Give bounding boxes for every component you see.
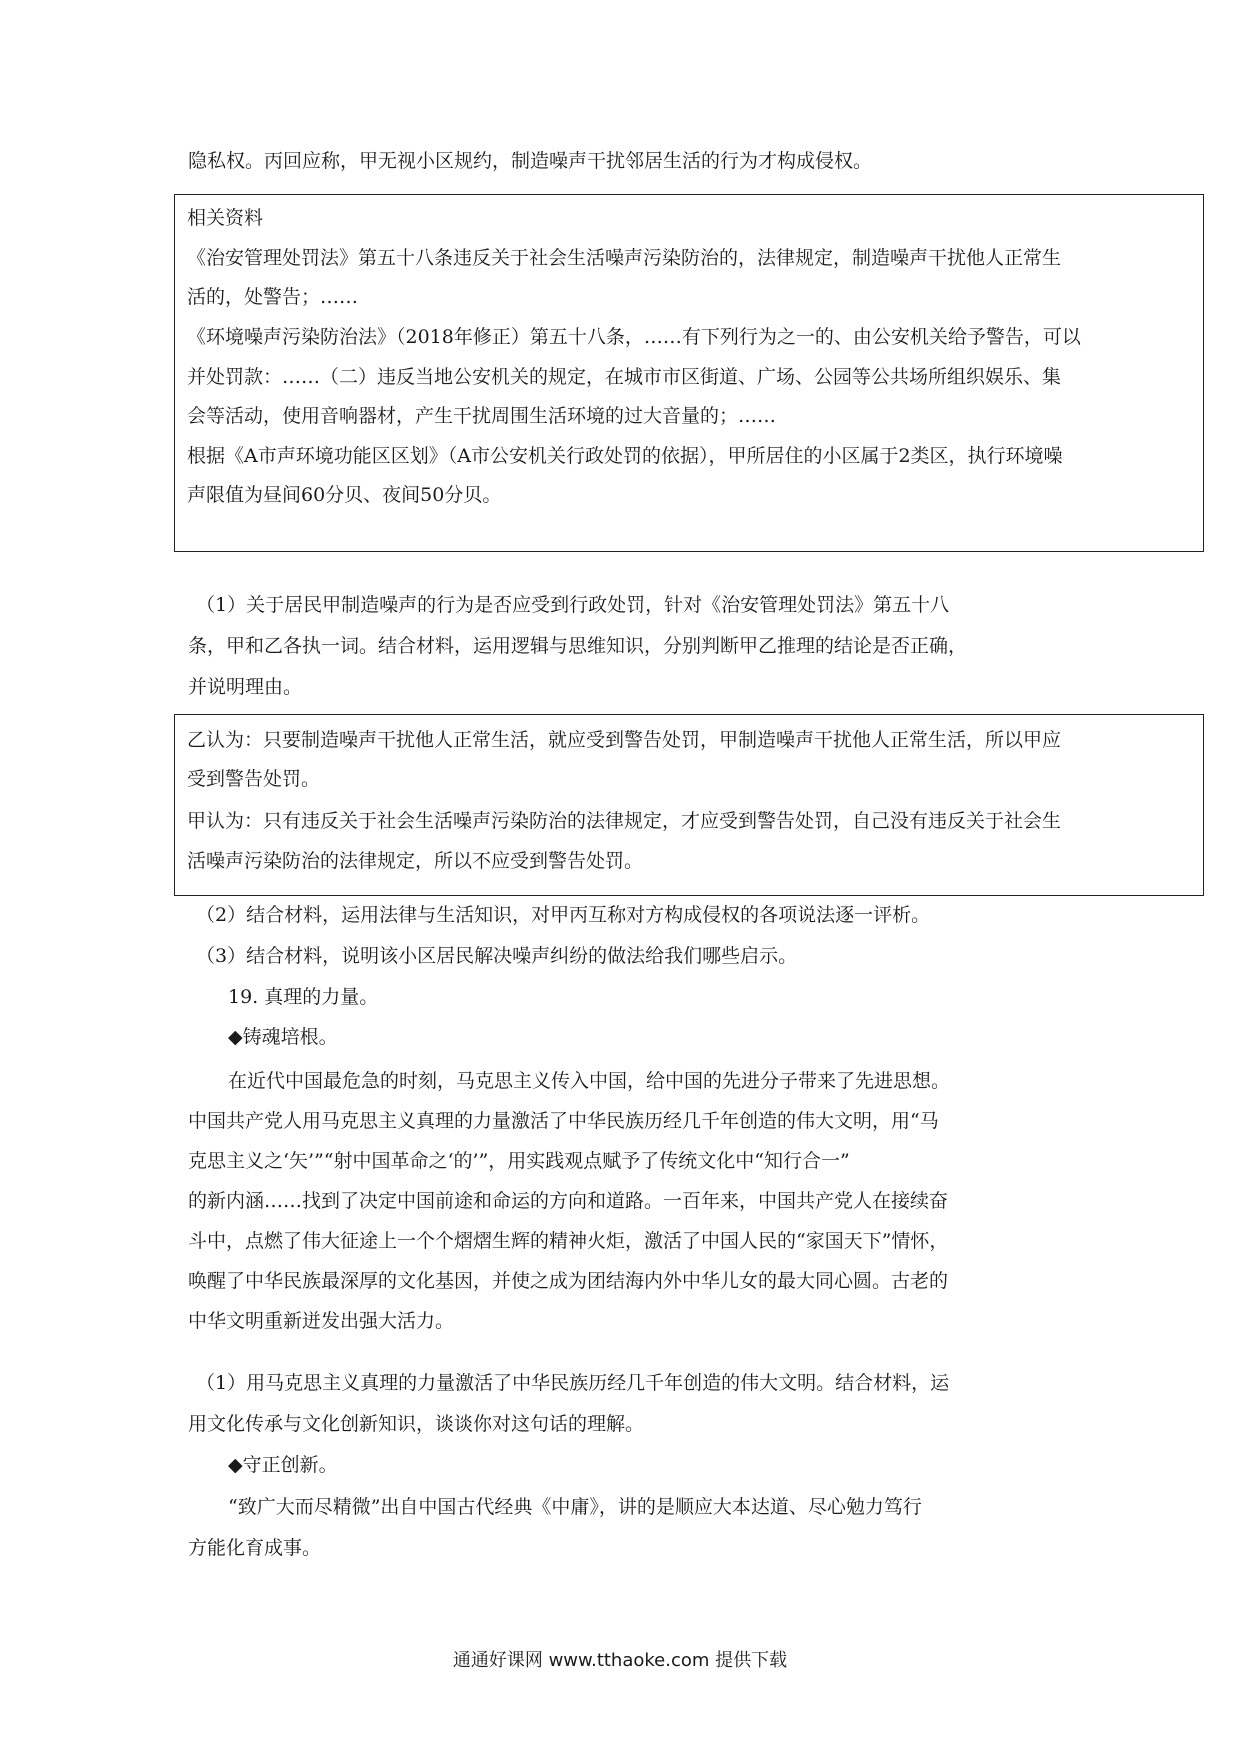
materials-title: 相关资料 <box>187 207 264 229</box>
question-19-1-line: 用文化传承与文化创新知识，谈谈你对这句话的理解。 <box>188 1413 645 1435</box>
question-3: （3）结合材料，说明该小区居民解决噪声纠纷的做法给我们哪些启示。 <box>196 945 798 967</box>
materials-line: 会等活动，使用音响器材，产生干扰周围生活环境的过大音量的；…… <box>187 405 777 427</box>
paragraph-line: 在近代中国最危急的时刻，马克思主义传入中国，给中国的先进分子带来了先进思想。 <box>228 1070 951 1092</box>
argument-line: 受到警告处罚。 <box>187 768 321 790</box>
question-19-1-line: （1）用马克思主义真理的力量激活了中华民族历经几千年创造的伟大文明。结合材料，运 <box>196 1372 950 1394</box>
argument-line: 乙认为：只要制造噪声干扰他人正常生活，就应受到警告处罚，甲制造噪声干扰他人正常生活，所以甲应 <box>187 729 1062 751</box>
paragraph-line: “致广大而尽精微”出自中国古代经典《中庸》，讲的是顺应大本达道、尽心勉力笃行 <box>228 1496 922 1518</box>
paragraph-line: 的新内涵……找到了决定中国前途和命运的方向和道路。一百年来，中国共产党人在接续奋 <box>188 1190 949 1212</box>
paragraph-line: 方能化育成事。 <box>188 1537 322 1559</box>
section-title-zhuhun: ◆铸魂培根。 <box>228 1026 338 1048</box>
question-19-title: 19. 真理的力量。 <box>228 986 379 1008</box>
question-1-line: 条，甲和乙各执一词。结合材料，运用逻辑与思维知识，分别判断甲乙推理的结论是否正确， <box>188 635 968 657</box>
argument-line: 活噪声污染防治的法律规定，所以不应受到警告处罚。 <box>187 850 644 872</box>
paragraph-line: 中华文明重新迸发出强大活力。 <box>188 1310 455 1332</box>
paragraph-line: 斗中，点燃了伟大征途上一个个熠熠生辉的精神火炬，激活了中国人民的“家国天下”情怀， <box>188 1230 949 1252</box>
paragraph-line: 中国共产党人用马克思主义真理的力量激活了中华民族历经几千年创造的伟大文明，用“马 <box>188 1110 939 1132</box>
argument-line: 甲认为：只有违反关于社会生活噪声污染防治的法律规定，才应受到警告处罚，自己没有违反关于社会生 <box>187 810 1062 832</box>
question-1-line: （1）关于居民甲制造噪声的行为是否应受到行政处罚，针对《治安管理处罚法》第五十八 <box>196 594 950 616</box>
materials-box <box>174 194 1204 552</box>
materials-line: 根据《A市声环境功能区区划》（A市公安机关行政处罚的依据），甲所居住的小区属于2类区，执行环境噪 <box>187 445 1063 467</box>
materials-line: 活的，处警告；…… <box>187 286 359 308</box>
question-1-line: 并说明理由。 <box>188 676 303 698</box>
materials-line: 《环境噪声污染防治法》（2018年修正）第五十八条，……有下列行为之一的、由公安机关给予警告，可以 <box>187 326 1081 348</box>
top-line: 隐私权。丙回应称，甲无视小区规约，制造噪声干扰邻居生活的行为才构成侵权。 <box>188 150 873 172</box>
materials-line: 并处罚款：……（二）违反当地公安机关的规定，在城市市区街道、广场、公园等公共场所组织娱乐、集 <box>187 366 1062 388</box>
question-2: （2）结合材料，运用法律与生活知识，对甲丙互称对方构成侵权的各项说法逐一评析。 <box>196 904 931 926</box>
paragraph-line: 克思主义之‘矢’”“射中国革命之‘的’”，用实践观点赋予了传统文化中“知行合一” <box>188 1150 850 1172</box>
footer-watermark: 通通好课网 www.tthaoke.com 提供下载 <box>452 1650 788 1671</box>
materials-line: 《治安管理处罚法》第五十八条违反关于社会生活噪声污染防治的，法律规定，制造噪声干扰他人正常生 <box>187 247 1062 269</box>
section-title-shouzheng: ◆守正创新。 <box>228 1454 338 1476</box>
paragraph-line: 唤醒了中华民族最深厚的文化基因，并使之成为团结海内外中华儿女的最大同心圆。古老的 <box>188 1270 949 1292</box>
argument-box <box>174 714 1204 896</box>
materials-line: 声限值为昼间60分贝、夜间50分贝。 <box>187 484 502 506</box>
